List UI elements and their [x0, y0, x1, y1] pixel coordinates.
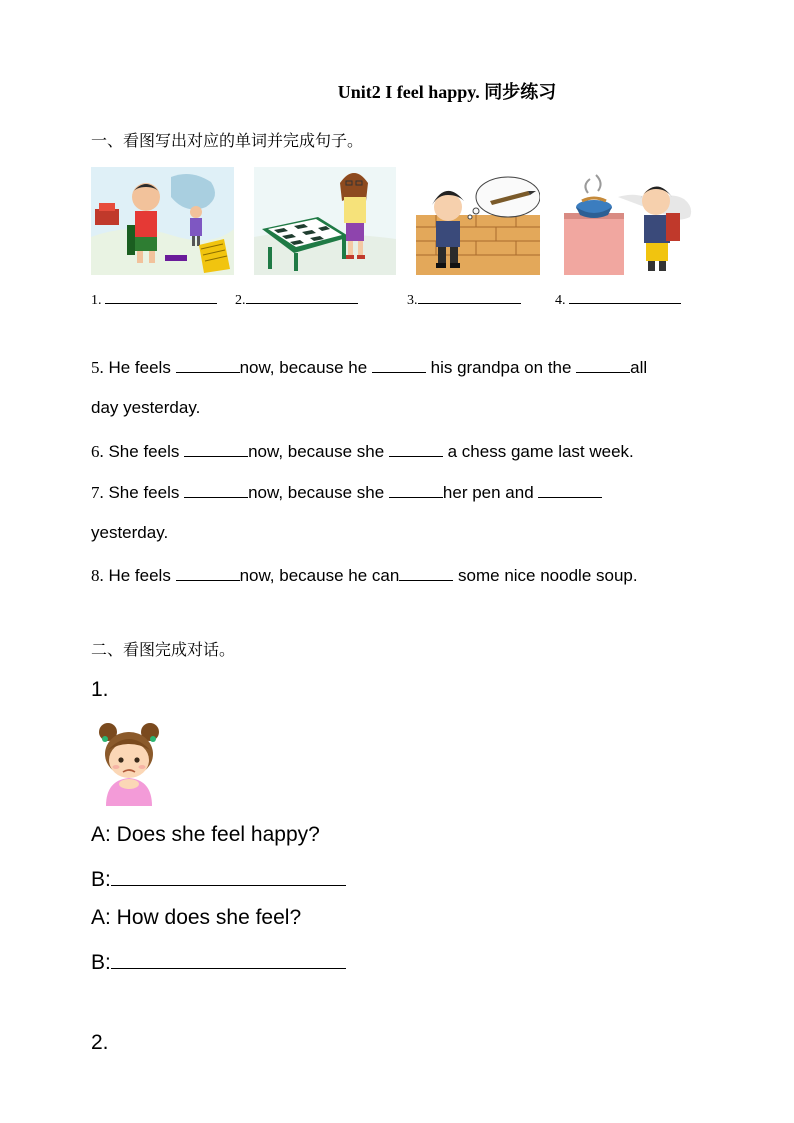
sentence-5-blank-3[interactable] — [576, 356, 630, 373]
picture-boy-soup — [558, 167, 700, 275]
sentence-7: 7. She feels now, because she her pen and — [91, 481, 602, 503]
dialog-question-1: A: Does she feel happy? — [91, 823, 320, 846]
dialog-answer-1-blank[interactable] — [111, 865, 346, 886]
sentence-6-blank-1[interactable] — [184, 440, 248, 457]
dialog-answer-2-blank[interactable] — [111, 948, 346, 969]
sentence-6-blank-2[interactable] — [389, 440, 443, 457]
sentence-8-blank-2[interactable] — [399, 564, 453, 581]
picture-label-1: 1. — [91, 291, 217, 309]
sentence-5-blank-1[interactable] — [176, 356, 240, 373]
sentence-5: 5. He feels now, because he his grandpa on the all — [91, 358, 648, 377]
picture-boy-pen — [416, 167, 540, 275]
page-title: Unit2 I feel happy. 同步练习 — [337, 82, 557, 102]
sentence-8: 8. He feels now, because he can some nice noodle soup. — [91, 566, 638, 585]
sentence-7-blank-3[interactable] — [538, 481, 602, 498]
picture-label-4: 4. — [555, 291, 681, 309]
picture-boy-tired — [91, 167, 234, 275]
sentence-8-blank-1[interactable] — [176, 564, 240, 581]
dialog-2-number: 2. — [91, 1031, 109, 1054]
answer-blank-3[interactable] — [418, 291, 521, 304]
picture-girl-chess — [254, 167, 396, 275]
sentence-5-blank-2[interactable] — [372, 356, 426, 373]
sentence-5-continued: day yesterday. — [91, 398, 201, 417]
sentence-6: 6. She feels now, because she a chess game last week. — [91, 442, 634, 461]
picture-girl-sad — [94, 720, 164, 806]
answer-blank-1[interactable] — [105, 291, 217, 304]
picture-label-3: 3. — [407, 291, 521, 309]
dialog-answer-2: B: — [91, 948, 346, 975]
section1-heading: 一、看图写出对应的单词并完成句子。 — [91, 131, 364, 150]
sentence-7-blank-1[interactable] — [184, 481, 248, 498]
answer-blank-2[interactable] — [246, 291, 358, 304]
section2-heading: 二、看图完成对话。 — [91, 640, 236, 659]
dialog-1-number: 1. — [91, 678, 109, 701]
answer-blank-4[interactable] — [569, 291, 681, 304]
dialog-answer-1: B: — [91, 865, 346, 892]
picture-label-2: 2. — [235, 291, 358, 309]
sentence-7-continued: yesterday. — [91, 523, 169, 542]
sentence-7-blank-2[interactable] — [389, 481, 443, 498]
dialog-question-2: A: How does she feel? — [91, 906, 302, 929]
